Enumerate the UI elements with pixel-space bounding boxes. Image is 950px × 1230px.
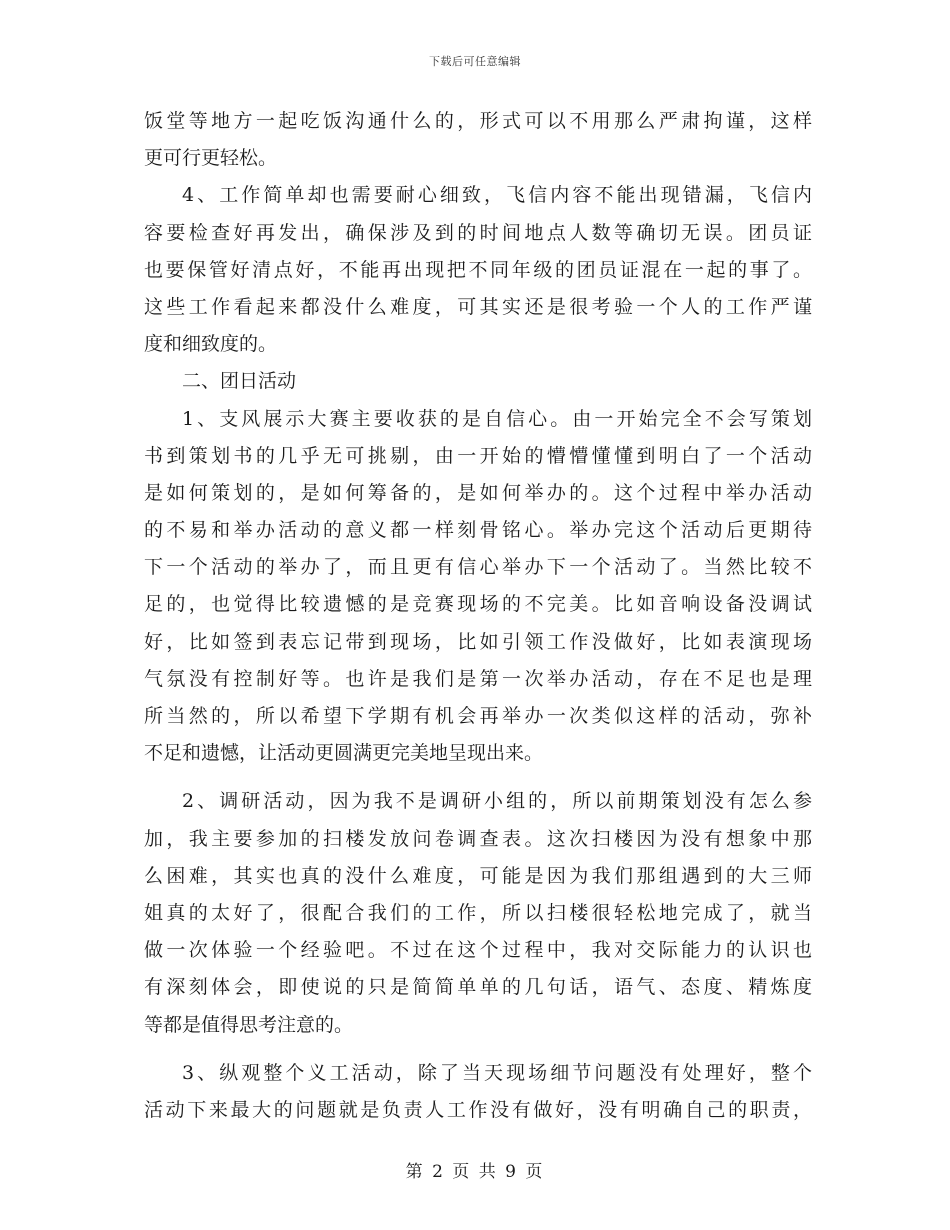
text-line: 的不易和举办活动的意义都一样刻骨铭心。举办完这个活动后更期待 bbox=[144, 519, 812, 542]
text-line: 饭堂等地方一起吃饭沟通什么的，形式可以不用那么严肃拘谨，这样 bbox=[144, 110, 812, 132]
text-line: 下一个活动的举办了，而且更有信心举办下一个活动了。当然比较不 bbox=[144, 556, 812, 579]
text-line: 所当然的，所以希望下学期有机会再举办一次类似这样的活动，弥补 bbox=[144, 705, 812, 727]
text-line: 气氛没有控制好等。也许是我们是第一次举办活动，存在不足也是理 bbox=[144, 667, 812, 690]
text-line: 活动下来最大的问题就是负责人工作没有做好，没有明确自己的职责， bbox=[144, 1098, 812, 1121]
text-line: 书到策划书的几乎无可挑剔，由一开始的懵懵懂懂到明白了一个活动 bbox=[144, 444, 812, 467]
text-line: 足的，也觉得比较遗憾的是竞赛现场的不完美。比如音响设备没调试 bbox=[144, 593, 812, 616]
text-line: 不足和遗憾，让活动更圆满更完美地呈现出来。 bbox=[144, 742, 544, 765]
page-number-footer: 第 2 页 共 9 页 bbox=[405, 1162, 545, 1182]
text-line: 等都是值得思考注意的。 bbox=[144, 1013, 354, 1036]
text-line: 有深刻体会，即使说的只是简简单单的几句话，语气、态度、精炼度 bbox=[144, 976, 812, 999]
page-header: 下载后可任意编辑 bbox=[429, 55, 521, 68]
text-line: 做一次体验一个经验吧。不过在这个过程中，我对交际能力的认识也 bbox=[144, 939, 812, 962]
text-line: 3、纵观整个义工活动，除了当天现场细节问题没有处理好，整个 bbox=[182, 1061, 812, 1084]
text-line: 容要检查好再发出，确保涉及到的时间地点人数等确切无误。团员证 bbox=[144, 221, 812, 244]
text-line: 加，我主要参加的扫楼发放问卷调查表。这次扫楼因为没有想象中那 bbox=[144, 827, 812, 850]
text-line: 度和细致度的。 bbox=[144, 333, 278, 356]
document-body bbox=[144, 103, 812, 1129]
text-line: 2、调研活动，因为我不是调研小组的，所以前期策划没有怎么参 bbox=[182, 790, 812, 813]
text-line: 姐真的太好了，很配合我们的工作，所以扫楼很轻松地完成了，就当 bbox=[144, 901, 812, 924]
text-line: 更可行更轻松。 bbox=[144, 147, 278, 170]
text-line: 么困难，其实也真的没什么难度，可能是因为我们那组遇到的大三师 bbox=[144, 864, 812, 887]
section-heading: 二、团日活动 bbox=[182, 370, 297, 393]
text-line: 这些工作看起来都没什么难度，可其实还是很考验一个人的工作严谨 bbox=[144, 295, 812, 318]
text-line: 是如何策划的，是如何筹备的，是如何举办的。这个过程中举办活动 bbox=[144, 481, 812, 504]
text-line: 也要保管好清点好，不能再出现把不同年级的团员证混在一起的事了。 bbox=[144, 258, 812, 281]
text-line: 好，比如签到表忘记带到现场，比如引领工作没做好，比如表演现场 bbox=[144, 630, 812, 653]
text-line: 1、支风展示大赛主要收获的是自信心。由一开始完全不会写策划 bbox=[182, 407, 812, 430]
text-line: 4、工作简单却也需要耐心细致，飞信内容不能出现错漏，飞信内 bbox=[182, 184, 812, 207]
